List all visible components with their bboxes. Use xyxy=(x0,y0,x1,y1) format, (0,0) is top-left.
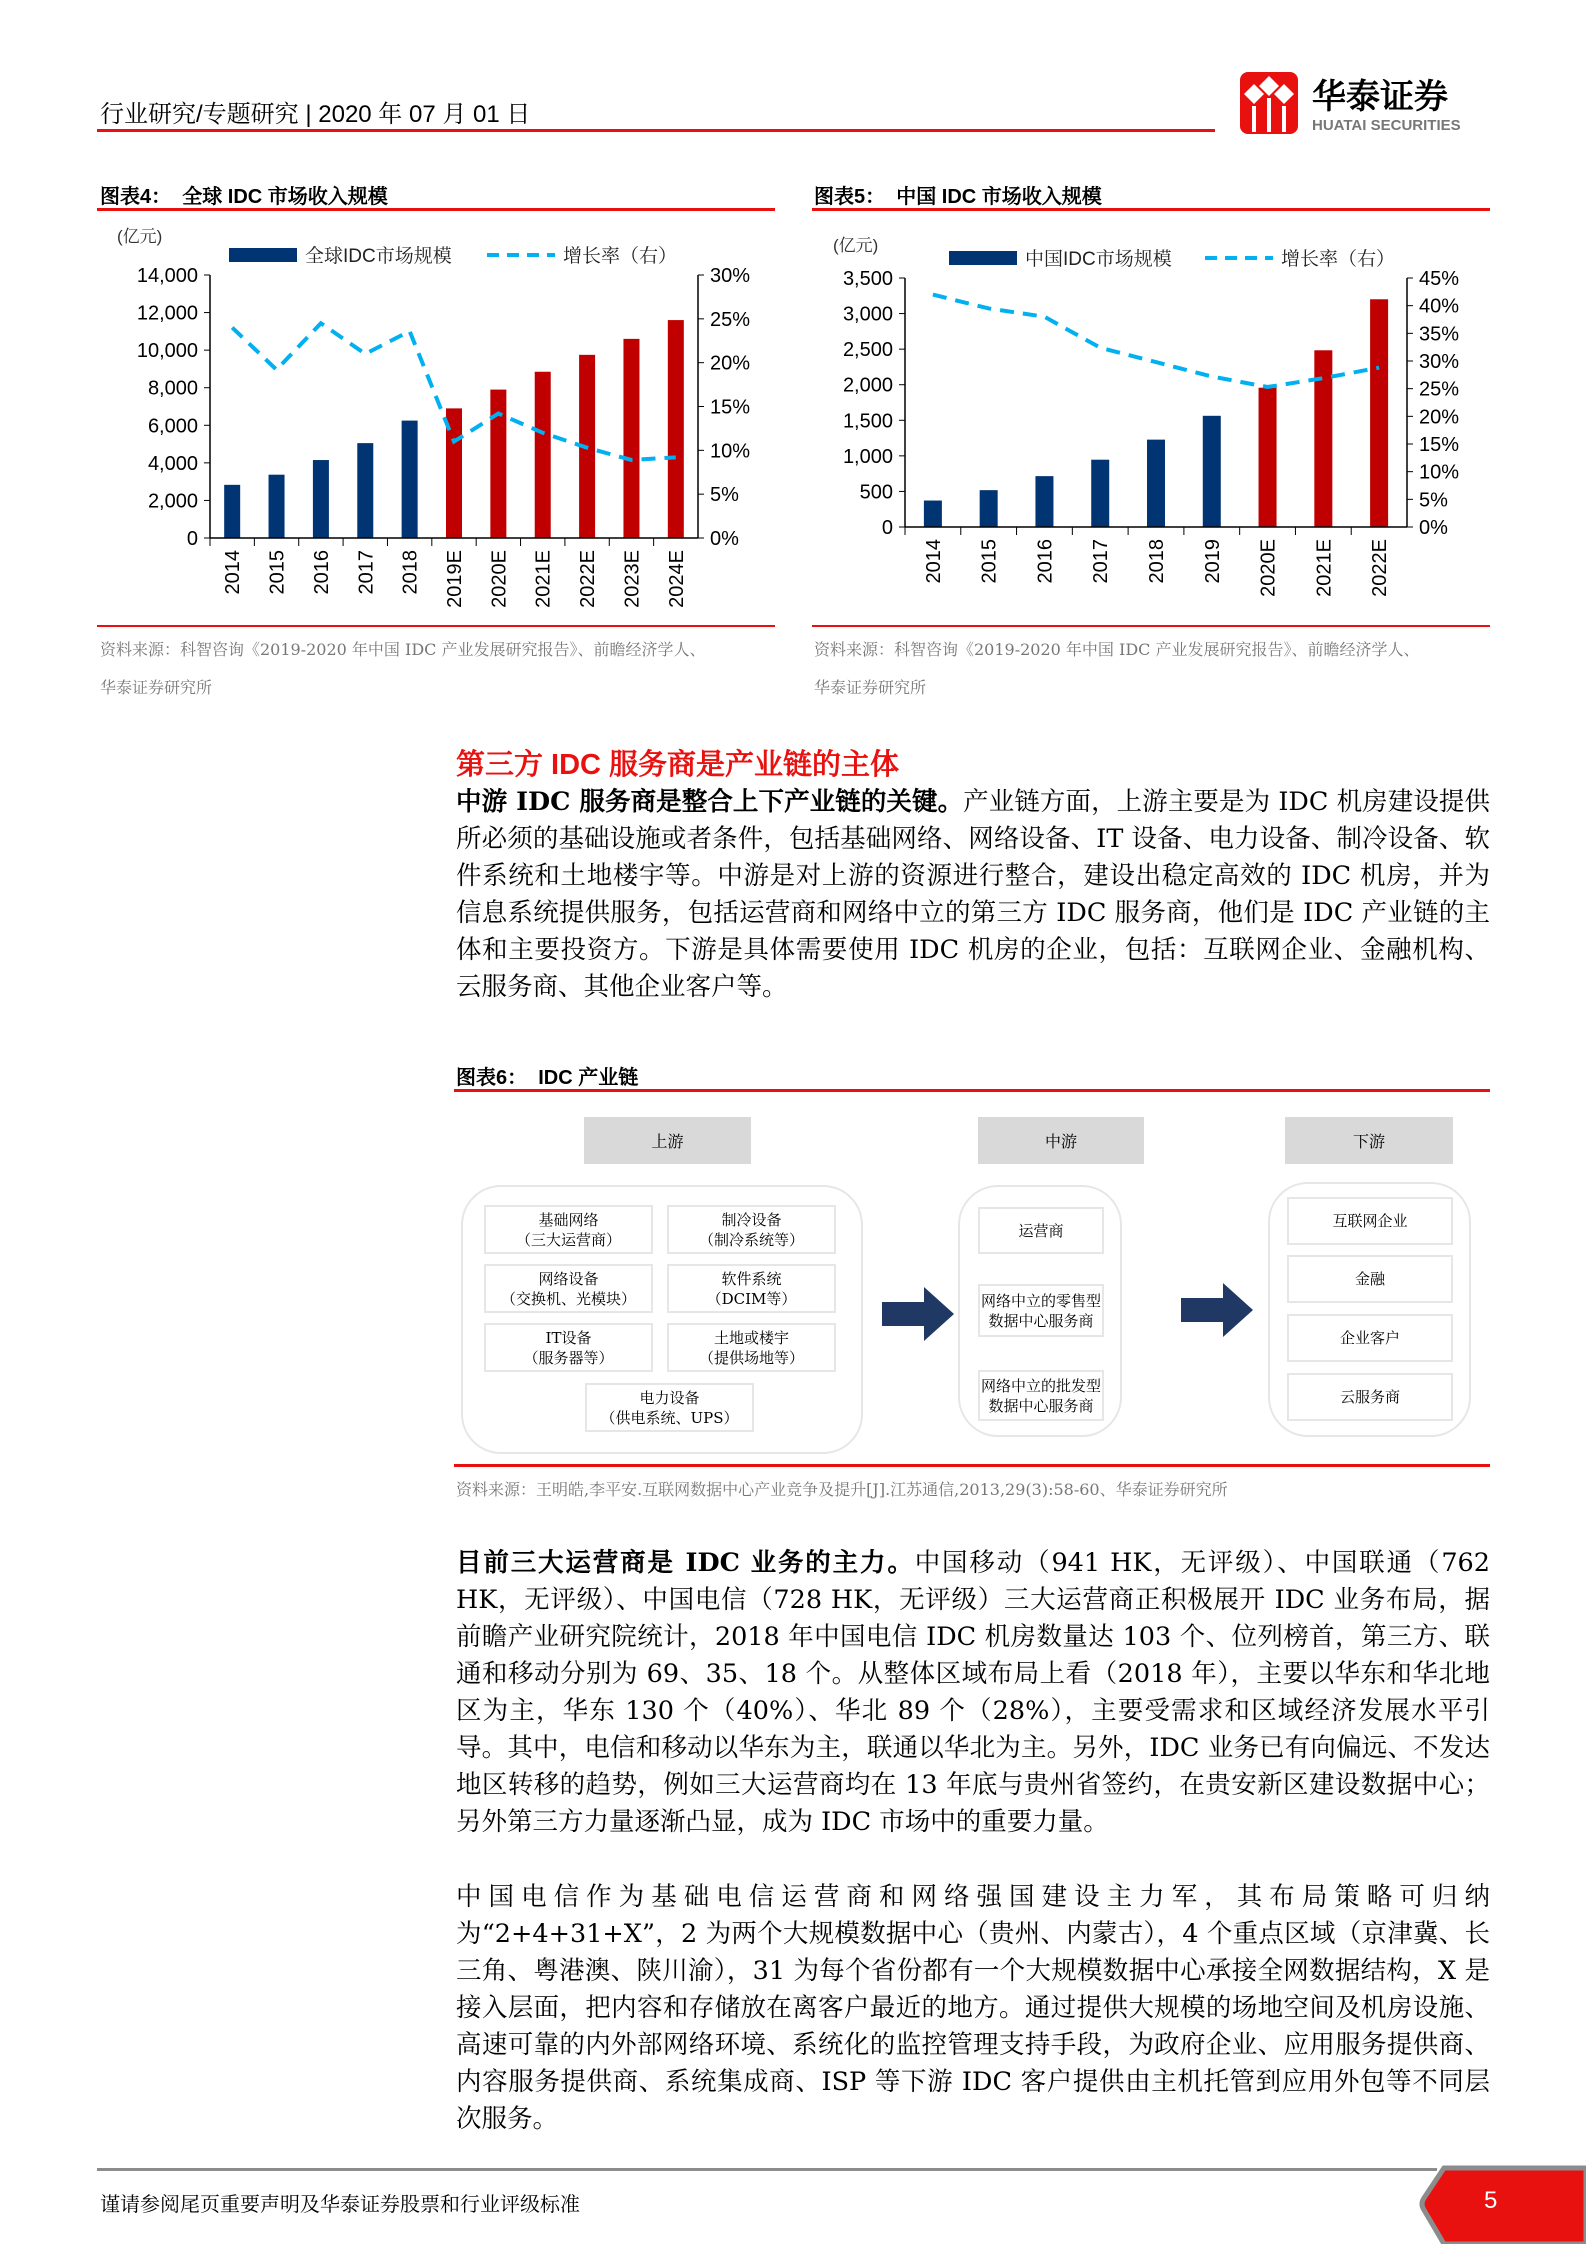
upstream-item-line: 网络设备 xyxy=(538,1269,599,1288)
bar-2024E xyxy=(668,320,684,538)
chart4-bottom-rule xyxy=(97,625,775,627)
bar-2017 xyxy=(357,443,373,538)
y-tick-label: 2,500 xyxy=(842,339,893,362)
downstream-item-line: 云服务商 xyxy=(1339,1388,1400,1406)
upstream-header: 上游 xyxy=(584,1117,751,1164)
upstream-item-line: 制冷设备 xyxy=(721,1210,782,1229)
y-axis-unit: (亿元) xyxy=(117,227,163,246)
logo-en: HUATAI SECURITIES xyxy=(1312,117,1461,134)
bar-2018 xyxy=(402,421,418,538)
downstream-item xyxy=(1287,1373,1453,1421)
chart5-source: 资料来源：科智咨询《2019-2020 年中国 IDC 产业发展研究报告》、前瞻经济学人、 华泰证券研究所 xyxy=(814,640,1420,697)
bar-2016 xyxy=(1035,476,1053,527)
y-tick-label: 1,500 xyxy=(842,410,893,433)
upstream-item-line: 电力设备 xyxy=(639,1388,700,1407)
y2-tick-label: 20% xyxy=(710,352,751,375)
y2-tick-label: 25% xyxy=(710,308,751,331)
y-tick-label: 500 xyxy=(859,481,893,504)
downstream-item xyxy=(1287,1197,1453,1245)
chart4-source: 资料来源：科智咨询《2019-2020 年中国 IDC 产业发展研究报告》、前瞻经济学人、 华泰证券研究所 xyxy=(100,640,706,697)
chart6-top-rule xyxy=(454,1089,1490,1092)
midstream-item xyxy=(978,1370,1104,1421)
y2-tick-label: 0% xyxy=(1419,517,1448,539)
footer-divider xyxy=(97,2168,1437,2171)
x-tick-label: 2020E xyxy=(1257,539,1280,597)
downstream-item-line: 金融 xyxy=(1354,1270,1385,1288)
bar-2020E xyxy=(1259,388,1277,527)
bar-2019 xyxy=(1203,416,1221,527)
x-tick-label: 2016 xyxy=(1034,539,1057,584)
x-tick-label: 2023E xyxy=(621,550,644,608)
y-tick-label: 10,000 xyxy=(136,340,198,363)
midstream-item xyxy=(978,1284,1104,1337)
y2-tick-label: 5% xyxy=(710,484,739,507)
downstream-item-line: 互联网企业 xyxy=(1332,1212,1408,1230)
bar-2016 xyxy=(313,460,329,538)
downstream-item xyxy=(1287,1314,1453,1362)
para1-body: 产业链方面，上游主要是为 IDC 机房建设提供所必须的基础设施或者条件，包括基础网络、网络设备、IT 设备、电力设备、制冷设备、软件系统和土地楼宇等。中游是对上游的资源进行整合，建设出稳定高效的 IDC 机房，并为信息系统提供服务，包括运营商和网络中立的第三方 IDC 服务商，他们是 IDC 产业链的主体和主要投资方。下游是具体需要使用 IDC 机房的企业，包括：互联网企业、金融机构、云服务商、其他企业客户等。 xyxy=(456,787,1490,1002)
x-tick-label: 2017 xyxy=(355,550,378,595)
upstream-item-line: （DCIM等） xyxy=(706,1289,797,1308)
y2-tick-label: 5% xyxy=(1419,489,1448,512)
growth-rate-line xyxy=(232,323,676,460)
upstream-item xyxy=(585,1383,754,1432)
midstream-header: 中游 xyxy=(978,1117,1144,1164)
bar-2021E xyxy=(1314,350,1332,527)
upstream-item-line: 基础网络 xyxy=(538,1210,599,1229)
midstream-item-line: 网络中立的批发型 xyxy=(980,1376,1101,1395)
y2-tick-label: 15% xyxy=(710,396,751,419)
upstream-item xyxy=(484,1264,653,1313)
y2-tick-label: 10% xyxy=(710,440,751,463)
upstream-item xyxy=(484,1323,653,1372)
paragraph-2 xyxy=(456,1545,1490,1841)
x-tick-label: 2020E xyxy=(488,550,511,608)
x-tick-label: 2015 xyxy=(266,550,289,595)
x-tick-label: 2024E xyxy=(665,550,688,608)
upstream-item-line: （提供场地等） xyxy=(698,1348,804,1367)
y-tick-label: 3,000 xyxy=(842,303,893,326)
x-tick-label: 2021E xyxy=(1313,539,1336,597)
x-tick-label: 2022E xyxy=(1369,539,1392,597)
page-number-badge xyxy=(1412,2164,1586,2244)
midstream-item-line: 数据中心服务商 xyxy=(988,1396,1094,1415)
page-number: 5 xyxy=(1484,2187,1498,2214)
downstream-item xyxy=(1287,1255,1453,1303)
report-date: | 2020 年 07 月 01 日 xyxy=(305,101,531,128)
upstream-item-line: （三大运营商） xyxy=(515,1230,621,1249)
midstream-item-line: 网络中立的零售型 xyxy=(980,1291,1101,1310)
x-tick-label: 2014 xyxy=(922,539,945,584)
chart4-top-rule xyxy=(97,208,775,211)
bar-2017 xyxy=(1091,460,1109,527)
chart5-title: 图表5： 中国 IDC 市场收入规模 xyxy=(814,186,1102,208)
downstream-item-line: 企业客户 xyxy=(1339,1329,1400,1347)
huatai-logo xyxy=(1238,70,1498,138)
upstream-item-line: 软件系统 xyxy=(721,1269,782,1288)
chart5-top-rule xyxy=(812,208,1490,211)
chart5-bottom-rule xyxy=(812,625,1490,627)
y-tick-label: 14,000 xyxy=(136,265,198,287)
y2-tick-label: 45% xyxy=(1419,268,1460,290)
legend-swatch-bar xyxy=(229,248,297,262)
x-tick-label: 2016 xyxy=(310,550,333,595)
legend-label-line: 增长率（右） xyxy=(563,246,678,267)
y-tick-label: 0 xyxy=(186,528,198,550)
upstream-item-line: （制冷系统等） xyxy=(698,1230,804,1249)
x-tick-label: 2019 xyxy=(1201,539,1224,584)
y-tick-label: 2,000 xyxy=(147,490,198,513)
bar-2018 xyxy=(1147,440,1165,527)
midstream-item-line: 数据中心服务商 xyxy=(988,1311,1094,1330)
x-tick-label: 2018 xyxy=(399,550,422,595)
chart6-bottom-rule xyxy=(454,1464,1490,1467)
legend-label-bar: 中国IDC市场规模 xyxy=(1025,249,1172,270)
upstream-item xyxy=(484,1205,653,1254)
y2-tick-label: 40% xyxy=(1419,295,1460,318)
paragraph-1 xyxy=(456,784,1490,1006)
bar-2014 xyxy=(924,501,942,527)
y2-tick-label: 15% xyxy=(1419,434,1460,456)
growth-rate-line xyxy=(933,295,1379,387)
x-tick-label: 2022E xyxy=(577,550,600,608)
upstream-item xyxy=(667,1205,836,1254)
chart5-china-idc xyxy=(800,215,1500,625)
y2-tick-label: 0% xyxy=(710,528,739,550)
y-tick-label: 3,500 xyxy=(842,268,893,290)
bar-2022E xyxy=(1370,299,1388,527)
x-tick-label: 2019E xyxy=(444,550,466,608)
bar-2015 xyxy=(269,475,285,538)
logo-cn: 华泰证券 xyxy=(1312,78,1448,116)
upstream-item xyxy=(667,1264,836,1313)
y2-tick-label: 30% xyxy=(1419,351,1460,373)
y2-tick-label: 30% xyxy=(710,265,751,287)
upstream-item-line: IT设备 xyxy=(545,1328,592,1347)
chart4-global-idc xyxy=(90,215,790,625)
chart4-title: 图表4： 全球 IDC 市场收入规模 xyxy=(100,186,388,208)
para1-lead: 中游 IDC 服务商是整合上下产业链的关键。 xyxy=(456,787,964,817)
y-tick-label: 8,000 xyxy=(147,377,198,400)
paragraph-3: 中国电信作为基础电信运营商和网络强国建设主力军，其布局策略可归纳为“2+4+31+X”，2 为两个大规模数据中心（贵州、内蒙古），4 个重点区域（京津冀、长三角、粤港澳、陕川渝），31 为每个省份都有一个大规模数据中心承接全网数据结构，X 是接入层面，把内容和存储放在离客户最近的地方。通过提供大规模的场地空间及机房设施、高速可靠的内外部网络环境、系统化的监控管理支持手段，为政府企业、应用服务提供商、内容服务提供商、系统集成商、ISP 等下游 IDC 客户提供由主机托管到应用外包等不同层次服务。 xyxy=(456,1882,1490,2134)
upstream-item xyxy=(667,1323,836,1372)
upstream-item-line: （服务器等） xyxy=(523,1348,614,1367)
x-tick-label: 2014 xyxy=(222,550,245,595)
upstream-item-line: （交换机、光模块） xyxy=(500,1289,636,1308)
x-tick-label: 2015 xyxy=(978,539,1001,584)
bar-2021E xyxy=(535,372,551,538)
y-axis-unit: (亿元) xyxy=(833,236,879,255)
y-tick-label: 2,000 xyxy=(842,374,893,397)
x-tick-label: 2018 xyxy=(1146,539,1168,584)
upstream-item-line: 土地或楼宇 xyxy=(713,1328,789,1347)
y2-tick-label: 10% xyxy=(1419,461,1460,484)
y2-tick-label: 25% xyxy=(1419,378,1460,401)
bar-2023E xyxy=(623,339,639,538)
midstream-item-line: 运营商 xyxy=(1018,1221,1064,1240)
y-tick-label: 4,000 xyxy=(147,452,198,475)
chart6-title: 图表6： IDC 产业链 xyxy=(456,1067,639,1089)
bar-2014 xyxy=(224,485,240,538)
para2-lead: 目前三大运营商是 IDC 业务的主力。 xyxy=(456,1548,915,1578)
bar-2015 xyxy=(980,490,998,527)
y-tick-label: 1,000 xyxy=(842,445,893,468)
x-tick-label: 2017 xyxy=(1090,539,1113,584)
report-category xyxy=(100,94,530,129)
legend-label-bar: 全球IDC市场规模 xyxy=(305,246,452,267)
y-tick-label: 6,000 xyxy=(147,415,198,438)
downstream-header: 下游 xyxy=(1285,1117,1453,1164)
y-tick-label: 0 xyxy=(881,517,893,539)
category-text: 行业研究/专题研究 xyxy=(100,101,299,128)
upstream-item-line: （供电系统、UPS） xyxy=(600,1408,739,1427)
arrow-right-icon xyxy=(880,1285,956,1343)
arrow-right-icon xyxy=(1179,1281,1255,1339)
header-divider xyxy=(97,129,1215,132)
y2-tick-label: 35% xyxy=(1419,323,1460,346)
legend-label-line: 增长率（右） xyxy=(1281,249,1396,270)
logo-mark-icon xyxy=(1238,70,1498,138)
y-tick-label: 12,000 xyxy=(136,302,198,325)
y2-tick-label: 20% xyxy=(1419,406,1460,429)
section-heading: 第三方 IDC 服务商是产业链的主体 xyxy=(456,749,900,781)
para2-body: 中国移动（941 HK，无评级）、中国联通（762 HK，无评级）、中国电信（728 HK，无评级）三大运营商正积极展开 IDC 业务布局，据前瞻产业研究院统计，2018 年中国电信 IDC 机房数量达 103 个、位列榜首，第三方、联通和移动分别为 69、35、18 个。从整体区域布局上看（2018 年），主要以华东和华北地区为主，华东 130 个（40%）、华北 89 个（28%），主要受需求和区域经济发展水平引导。其中，电信和移动以华东为主，联通以华北为主。另外，IDC 业务已有向偏远、不发达地区转移的趋势，例如三大运营商均在 13 年底与贵州省签约，在贵安新区建设数据中心；另外第三方力量逐渐凸显，成为 IDC 市场中的重要力量。 xyxy=(456,1548,1490,1837)
x-tick-label: 2021E xyxy=(532,550,555,608)
midstream-item xyxy=(978,1207,1104,1254)
chart6-source: 资料来源：王明皓,李平安.互联网数据中心产业竞争及提升[J].江苏通信,2013,29(3):58-60、华泰证券研究所 xyxy=(456,1480,1228,1499)
legend-swatch-bar xyxy=(949,251,1017,265)
footer-disclaimer: 谨请参阅尾页重要声明及华泰证券股票和行业评级标准 xyxy=(100,2192,580,2216)
